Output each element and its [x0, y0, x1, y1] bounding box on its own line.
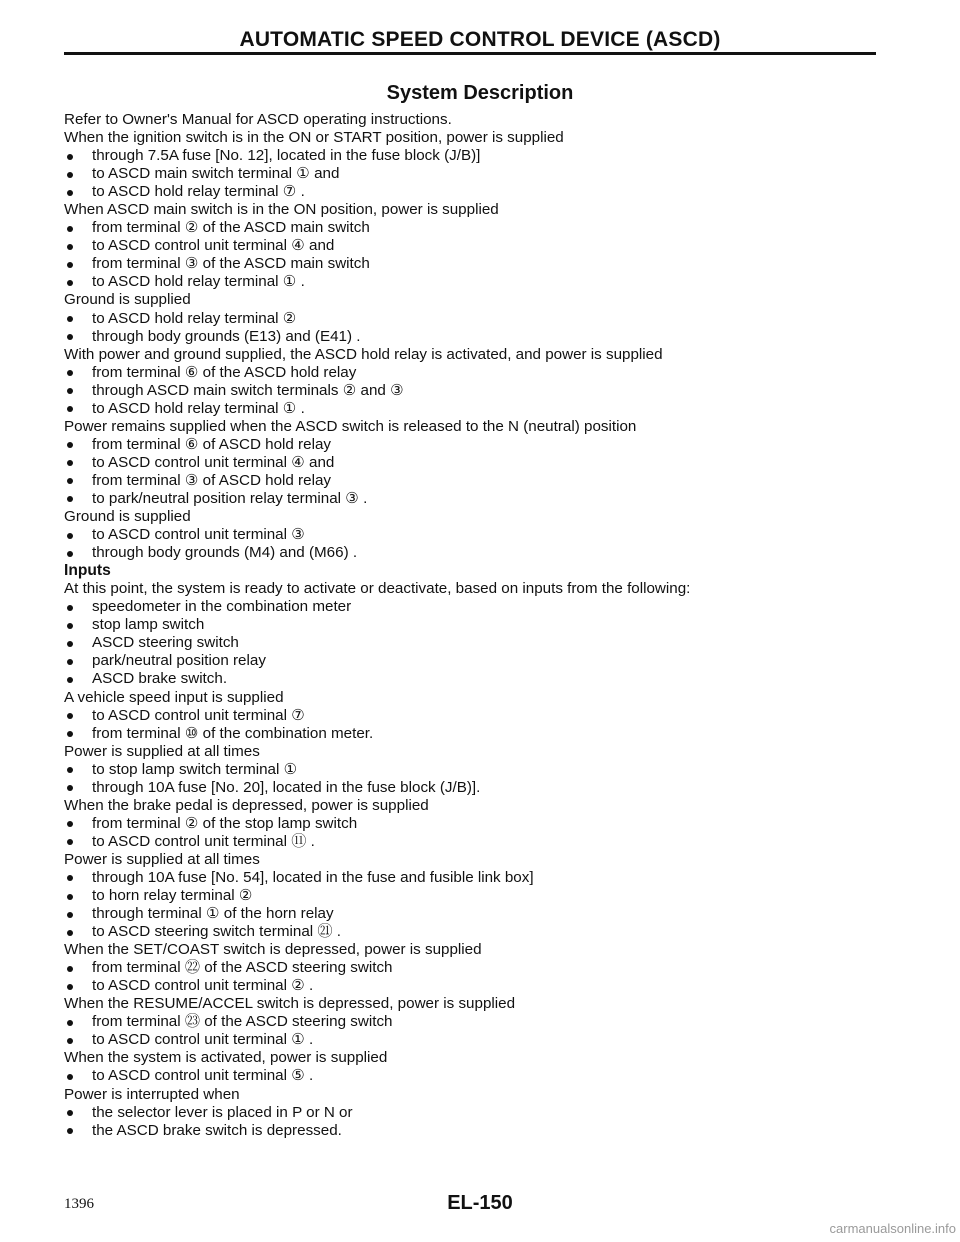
bullet-dot-icon — [67, 659, 73, 665]
line-text: the ASCD brake switch is depressed. — [92, 1121, 342, 1139]
bullet-dot-icon — [67, 460, 73, 466]
bullet-dot-icon — [67, 875, 73, 881]
bullet-item — [64, 887, 904, 905]
watermark-text: carmanualsonline.info — [829, 1221, 956, 1236]
line-text: park/neutral position relay — [92, 652, 266, 670]
subsection-heading — [64, 562, 904, 580]
bullet-item — [64, 761, 904, 779]
line-text: When the system is activated, power is supplied — [64, 1049, 388, 1067]
bullet-dot-icon — [67, 406, 73, 412]
line-text: Ground is supplied — [64, 508, 191, 526]
line-text: When ASCD main switch is in the ON position, power is supplied — [64, 201, 499, 219]
bullet-dot-icon — [67, 930, 73, 936]
bullet-dot-icon — [67, 894, 73, 900]
text-line — [64, 689, 904, 707]
line-text: from terminal ⑩ of the combination meter. — [92, 724, 374, 742]
bullet-dot-icon — [67, 334, 73, 340]
bullet-item — [64, 328, 904, 346]
line-text: through ASCD main switch terminals ② and ③ — [92, 381, 404, 399]
bullet-dot-icon — [67, 605, 73, 611]
line-text: from terminal ③ of ASCD hold relay — [92, 471, 331, 489]
line-text: to ASCD control unit terminal ① . — [92, 1031, 314, 1049]
bullet-dot-icon — [67, 966, 73, 972]
line-text: Power is interrupted when — [64, 1085, 240, 1103]
bullet-item — [64, 310, 904, 328]
line-text: ASCD brake switch. — [92, 670, 228, 688]
bullet-item — [64, 707, 904, 725]
bullet-dot-icon — [67, 1038, 73, 1044]
bullet-dot-icon — [67, 984, 73, 990]
bullet-item — [64, 869, 904, 887]
bullet-dot-icon — [67, 370, 73, 376]
bullet-dot-icon — [67, 551, 73, 557]
bullet-item — [64, 598, 904, 616]
line-text: to ASCD control unit terminal ⑦ — [92, 706, 305, 724]
line-text: to ASCD hold relay terminal ① . — [92, 399, 305, 417]
text-line — [64, 418, 904, 436]
line-text: When the RESUME/ACCEL switch is depressed, power is supplied — [64, 995, 516, 1013]
line-text: from terminal ③ of the ASCD main switch — [92, 255, 370, 273]
bullet-item — [64, 779, 904, 797]
bullet-item — [64, 1013, 904, 1031]
line-text: speedometer in the combination meter — [92, 598, 352, 616]
bullet-dot-icon — [67, 172, 73, 178]
bullet-item — [64, 472, 904, 490]
bullet-dot-icon — [67, 821, 73, 827]
bullet-dot-icon — [67, 623, 73, 629]
line-text: through 10A fuse [No. 20], located in the fuse block (J/B)]. — [92, 778, 481, 796]
line-text: stop lamp switch — [92, 616, 205, 634]
line-text: to ASCD control unit terminal ③ — [92, 526, 305, 544]
bullet-item — [64, 219, 904, 237]
line-text: When the SET/COAST switch is depressed, power is supplied — [64, 941, 482, 959]
bullet-item — [64, 526, 904, 544]
bullet-item — [64, 255, 904, 273]
line-text: Power is supplied at all times — [64, 742, 260, 760]
bullet-dot-icon — [67, 154, 73, 160]
line-text: Inputs — [64, 562, 111, 580]
description-body — [64, 111, 904, 1140]
text-line — [64, 508, 904, 526]
bullet-dot-icon — [67, 641, 73, 647]
bullet-item — [64, 905, 904, 923]
text-line — [64, 580, 904, 598]
bullet-dot-icon — [67, 388, 73, 394]
line-text: from terminal ㉓ of the ASCD steering switch — [92, 1013, 393, 1031]
bullet-item — [64, 544, 904, 562]
bullet-item — [64, 1104, 904, 1122]
bullet-item — [64, 490, 904, 508]
line-text: to ASCD main switch terminal ① and — [92, 165, 340, 183]
side-page-number: 1396 — [64, 1196, 94, 1212]
line-text: through body grounds (E13) and (E41) . — [92, 327, 361, 345]
bullet-dot-icon — [67, 1020, 73, 1026]
bullet-dot-icon — [67, 442, 73, 448]
text-line — [64, 1086, 904, 1104]
bullet-dot-icon — [67, 478, 73, 484]
section-title: System Description — [386, 82, 574, 104]
line-text: through 10A fuse [No. 54], located in the fuse and fusible link box] — [92, 868, 534, 886]
line-text: to horn relay terminal ② — [92, 887, 253, 905]
bullet-item — [64, 977, 904, 995]
bullet-item — [64, 634, 904, 652]
bullet-dot-icon — [67, 262, 73, 268]
line-text: When the ignition switch is in the ON or START position, power is supplied — [64, 129, 564, 147]
line-text: Power is supplied at all times — [64, 850, 260, 868]
line-text: from terminal ② of the ASCD main switch — [92, 219, 370, 237]
bullet-item — [64, 165, 904, 183]
bullet-dot-icon — [67, 533, 73, 539]
bullet-dot-icon — [67, 785, 73, 791]
line-text: When the brake pedal is depressed, power is supplied — [64, 796, 429, 814]
text-line — [64, 111, 904, 129]
bullet-item — [64, 273, 904, 291]
bullet-dot-icon — [67, 226, 73, 232]
bullet-dot-icon — [67, 496, 73, 502]
bullet-dot-icon — [67, 1128, 73, 1134]
text-line — [64, 291, 904, 309]
text-line — [64, 129, 904, 147]
bullet-item — [64, 1031, 904, 1049]
bullet-dot-icon — [67, 1110, 73, 1116]
header-rule — [64, 52, 876, 55]
line-text: through body grounds (M4) and (M66) . — [92, 544, 358, 562]
line-text: At this point, the system is ready to activate or deactivate, based on inputs from the following: — [64, 580, 691, 598]
bullet-item — [64, 923, 904, 941]
line-text: With power and ground supplied, the ASCD hold relay is activated, and power is supplied — [64, 345, 663, 363]
bullet-item — [64, 1122, 904, 1140]
line-text: from terminal ② of the stop lamp switch — [92, 814, 358, 832]
text-line — [64, 743, 904, 761]
line-text: A vehicle speed input is supplied — [64, 688, 284, 706]
line-text: to ASCD hold relay terminal ② — [92, 309, 297, 327]
line-text: to ASCD control unit terminal ⑪ . — [92, 832, 315, 850]
bullet-item — [64, 382, 904, 400]
line-text: to park/neutral position relay terminal ③ . — [92, 489, 368, 507]
line-text: to ASCD hold relay terminal ① . — [92, 273, 305, 291]
bullet-item — [64, 616, 904, 634]
bullet-dot-icon — [67, 677, 73, 683]
line-text: from terminal ⑥ of the ASCD hold relay — [92, 363, 357, 381]
bullet-item — [64, 454, 904, 472]
line-text: to ASCD steering switch terminal ㉑ . — [92, 923, 341, 941]
bullet-item — [64, 959, 904, 977]
line-text: to stop lamp switch terminal ① — [92, 760, 298, 778]
line-text: through terminal ① of the horn relay — [92, 905, 334, 923]
bullet-item — [64, 652, 904, 670]
bullet-item — [64, 183, 904, 201]
line-text: to ASCD hold relay terminal ⑦ . — [92, 183, 305, 201]
line-text: the selector lever is placed in P or N or — [92, 1103, 353, 1121]
bullet-item — [64, 725, 904, 743]
page-number: EL-150 — [447, 1192, 513, 1214]
line-text: to ASCD control unit terminal ② . — [92, 977, 314, 995]
text-line — [64, 797, 904, 815]
bullet-dot-icon — [67, 316, 73, 322]
bullet-dot-icon — [67, 731, 73, 737]
line-text: from terminal ⑥ of ASCD hold relay — [92, 435, 331, 453]
bullet-item — [64, 364, 904, 382]
bullet-dot-icon — [67, 912, 73, 918]
bullet-item — [64, 436, 904, 454]
bullet-item — [64, 815, 904, 833]
bullet-item — [64, 400, 904, 418]
bullet-dot-icon — [67, 713, 73, 719]
line-text: Ground is supplied — [64, 291, 191, 309]
line-text: from terminal ㉒ of the ASCD steering switch — [92, 959, 393, 977]
text-line — [64, 851, 904, 869]
page-header-title: AUTOMATIC SPEED CONTROL DEVICE (ASCD) — [239, 28, 721, 51]
bullet-dot-icon — [67, 1074, 73, 1080]
line-text: Refer to Owner's Manual for ASCD operating instructions. — [64, 111, 452, 128]
bullet-dot-icon — [67, 190, 73, 196]
bullet-item — [64, 833, 904, 851]
bullet-dot-icon — [67, 280, 73, 286]
text-line — [64, 1049, 904, 1067]
bullet-dot-icon — [67, 767, 73, 773]
bullet-item — [64, 147, 904, 165]
line-text: to ASCD control unit terminal ⑤ . — [92, 1067, 314, 1085]
text-line — [64, 346, 904, 364]
bullet-dot-icon — [67, 839, 73, 845]
text-line — [64, 201, 904, 219]
bullet-item — [64, 237, 904, 255]
bullet-dot-icon — [67, 244, 73, 250]
text-line — [64, 941, 904, 959]
line-text: to ASCD control unit terminal ④ and — [92, 237, 335, 255]
line-text: ASCD steering switch — [92, 634, 239, 652]
line-text: to ASCD control unit terminal ④ and — [92, 453, 335, 471]
line-text: through 7.5A fuse [No. 12], located in the fuse block (J/B)] — [92, 147, 481, 165]
text-line — [64, 995, 904, 1013]
bullet-item — [64, 670, 904, 688]
bullet-item — [64, 1067, 904, 1085]
line-text: Power remains supplied when the ASCD switch is released to the N (neutral) position — [64, 417, 637, 435]
